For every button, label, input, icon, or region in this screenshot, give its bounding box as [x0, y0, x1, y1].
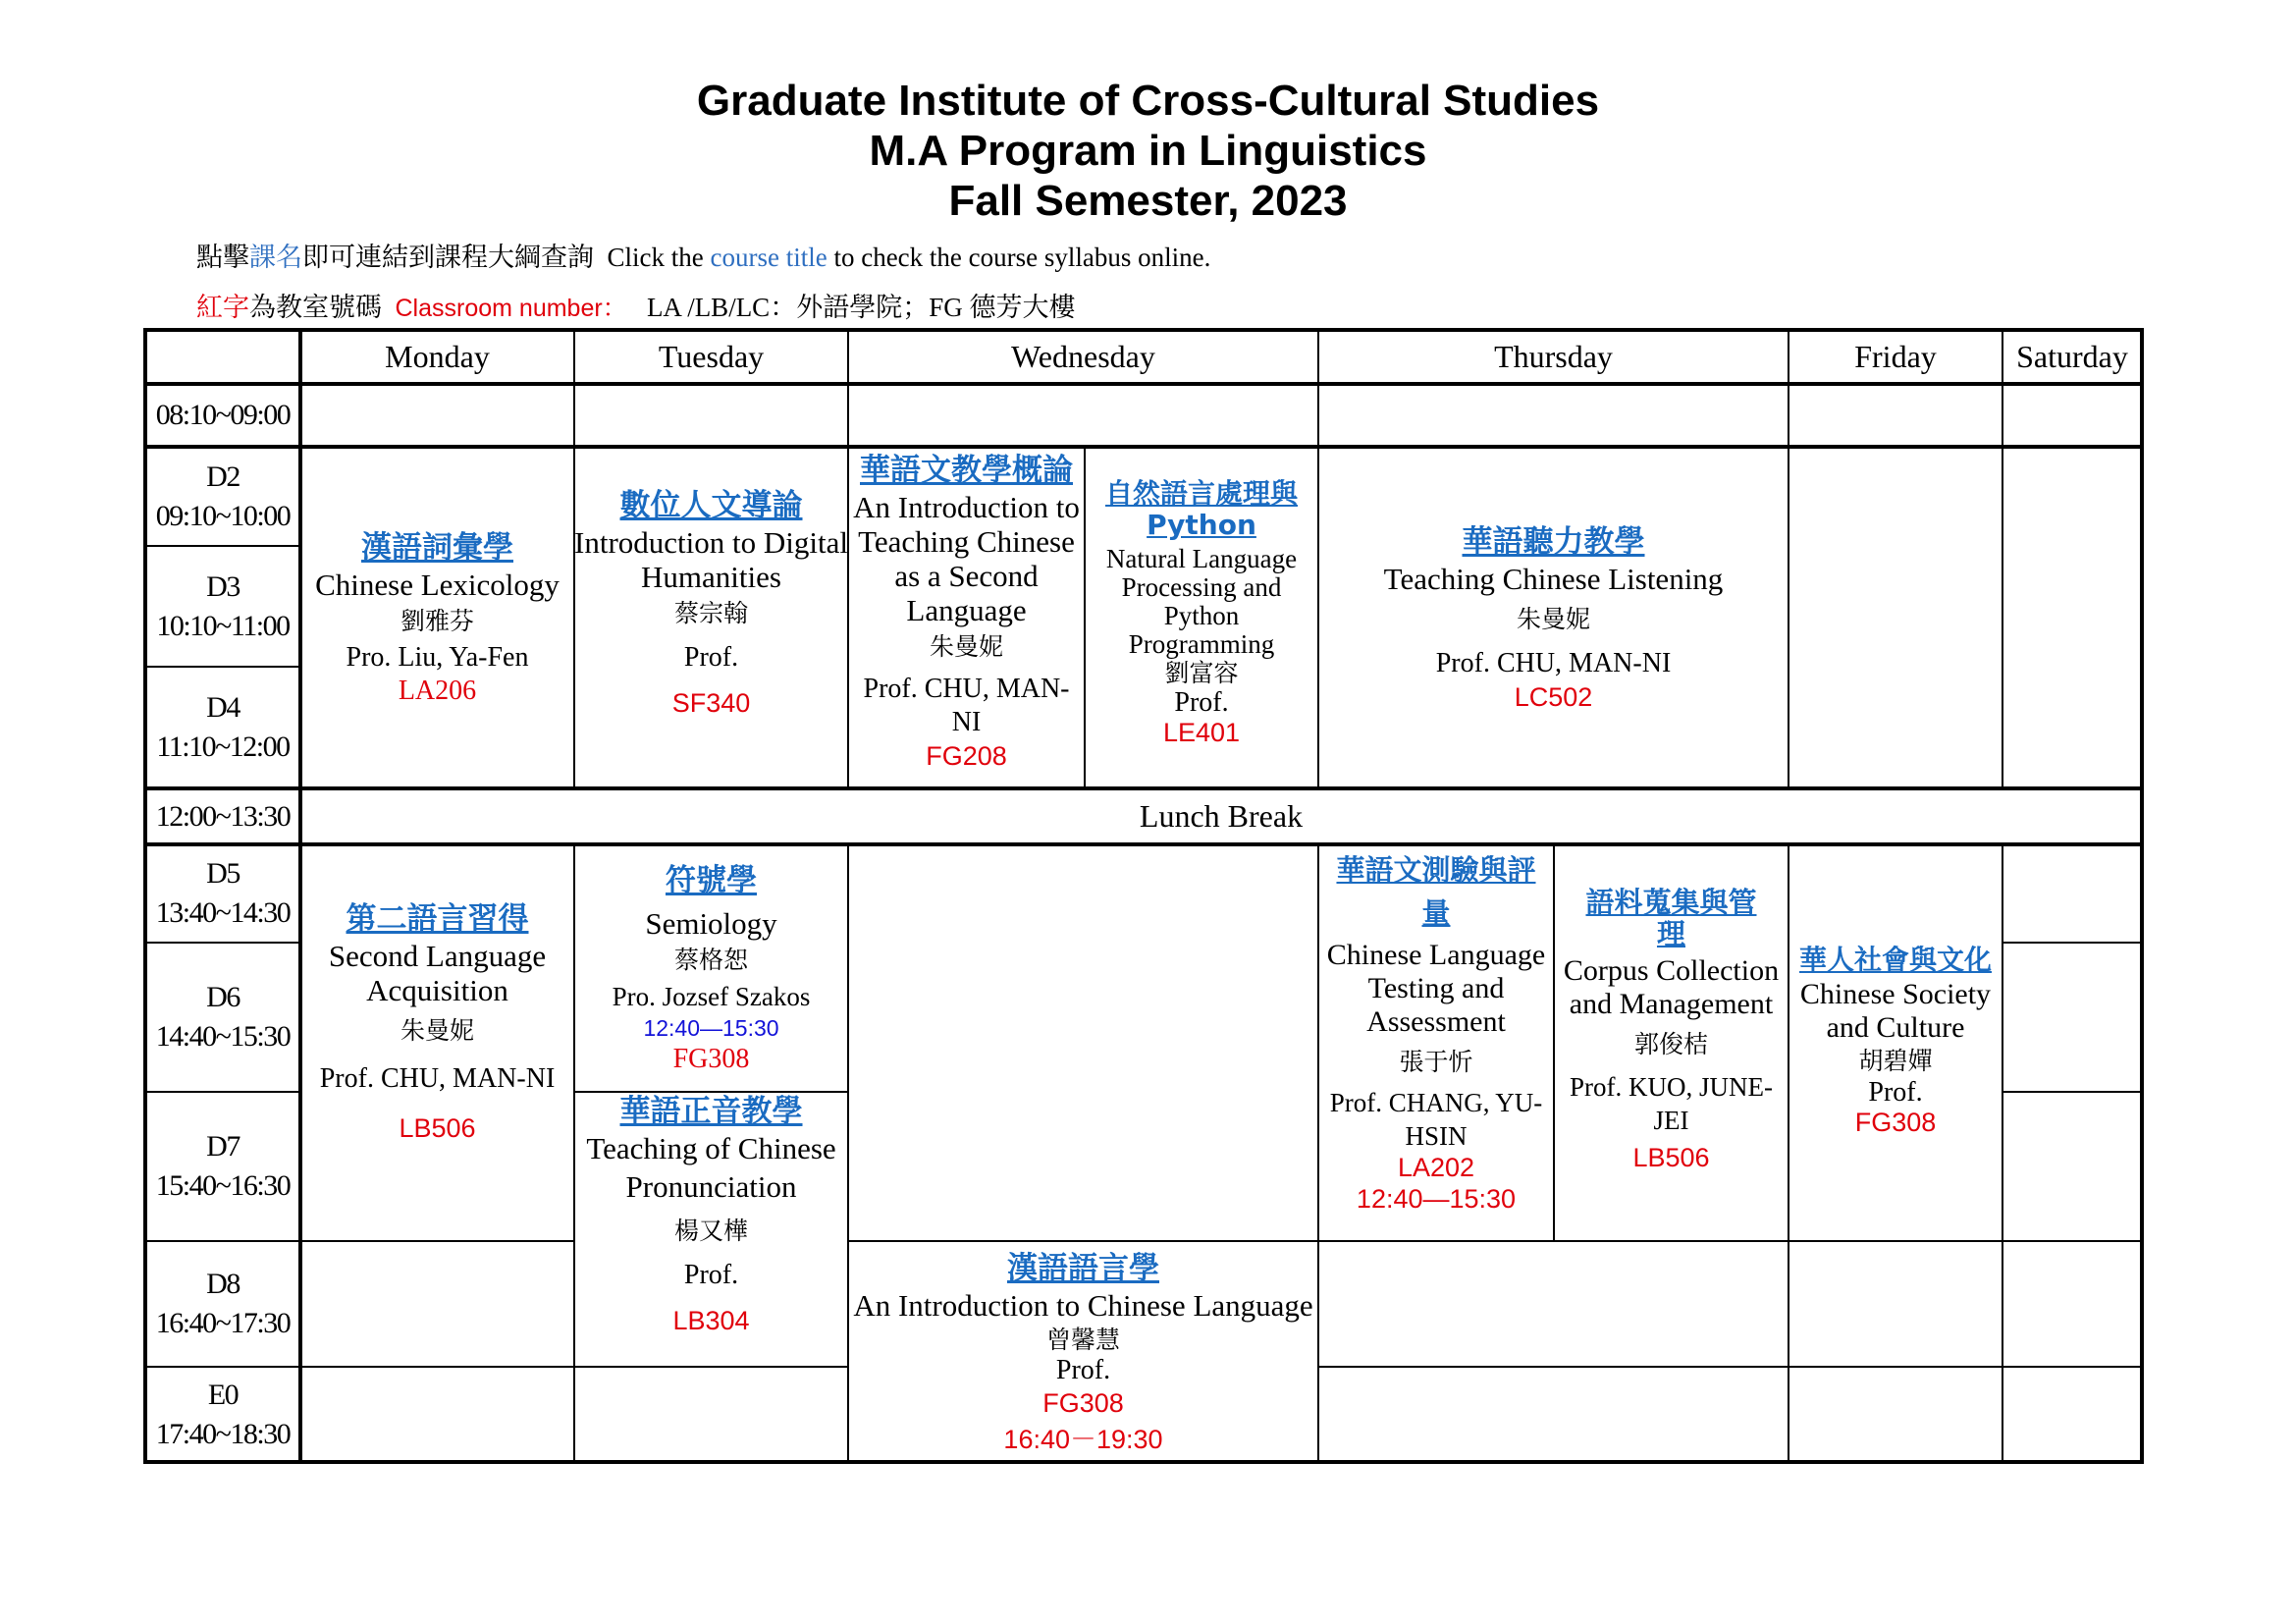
course-name-en: Acquisition: [366, 973, 508, 1007]
course-name-en: Teaching of Chinese: [586, 1131, 836, 1165]
period-time: 15:40~16:30: [155, 1169, 291, 1202]
classroom: FG308: [1042, 1388, 1124, 1418]
period-time: 08:10~09:00: [155, 399, 291, 431]
course-title-link[interactable]: 華語聽力教學: [1462, 523, 1645, 560]
course-title-link[interactable]: 華語文教學概論: [860, 453, 1073, 488]
course-wednesday-am-2: [1085, 447, 1318, 788]
course-tuesday-am: [574, 447, 848, 788]
teacher-name: 蔡宗翰: [673, 599, 748, 627]
period-time: 16:40~17:30: [155, 1307, 291, 1339]
classroom: LE401: [1162, 718, 1241, 747]
course-title-link[interactable]: Python: [1147, 509, 1256, 541]
professor: Pro. Jozsef Szakos: [612, 981, 811, 1011]
professor: Prof. CHU, MAN-: [863, 674, 1070, 704]
header-friday: Friday: [1854, 339, 1937, 374]
period-1: [145, 384, 300, 447]
professor: Prof. CHANG, YU-: [1329, 1088, 1543, 1117]
course-name-en: An Introduction to: [853, 490, 1080, 524]
professor: Prof.: [683, 1260, 739, 1290]
professor: NI: [951, 707, 982, 737]
note-link-cn: 課名: [249, 243, 302, 272]
course-friday-pm: [1789, 844, 2002, 1241]
period-d8: [145, 1241, 300, 1367]
title-program: M.A Program in Linguistics: [869, 127, 1427, 175]
teacher-name: 郭俊桔: [1633, 1030, 1708, 1058]
course-title-link[interactable]: 數位人文導論: [619, 488, 803, 523]
course-name-en: Teaching Chinese Listening: [1383, 561, 1724, 596]
note-text: 點擊: [196, 243, 249, 272]
course-title-link[interactable]: 漢語語言學: [1007, 1251, 1159, 1286]
period-time: 09:10~10:00: [155, 499, 291, 532]
course-name-en: Chinese Language: [1326, 939, 1546, 971]
course-name-en: Programming: [1128, 629, 1275, 659]
note-link-en: course title: [710, 243, 828, 272]
course-title-link[interactable]: 語料蒐集與管: [1585, 886, 1757, 919]
period-d7: [145, 1092, 300, 1241]
course-name-en: Assessment: [1366, 1005, 1506, 1038]
course-name-en: An Introduction to Chinese Language: [853, 1288, 1313, 1323]
period-label: D2: [206, 460, 240, 493]
period-time: 10:10~11:00: [156, 609, 290, 642]
course-title-link[interactable]: 華人社會與文化: [1798, 944, 1992, 976]
course-title-link[interactable]: 華語正音教學: [619, 1094, 803, 1129]
note-text: 為教室號碼: [249, 293, 382, 322]
period-time: 11:10~12:00: [156, 731, 290, 763]
note-red-cn: 紅字: [196, 293, 249, 322]
classroom: LC502: [1514, 681, 1593, 712]
period-time: 12:00~13:30: [155, 799, 291, 833]
course-thursday-am: [1318, 447, 1789, 788]
course-title-link[interactable]: 理: [1656, 917, 1685, 950]
course-title-link[interactable]: 華語文測驗與評: [1336, 853, 1536, 887]
course-name-en: and Culture: [1826, 1011, 1965, 1044]
period-label: D4: [206, 691, 240, 724]
classroom: SF340: [671, 688, 751, 718]
course-name-en: Semiology: [645, 905, 777, 941]
course-name-en: Introduction to Digital: [574, 525, 848, 560]
period-d5: [145, 844, 300, 943]
course-title-link[interactable]: 符號學: [666, 862, 757, 898]
classroom: FG308: [672, 1043, 750, 1074]
teacher-name: 朱曼妮: [1516, 604, 1590, 633]
period-label: E0: [207, 1378, 239, 1411]
note-text: Click the: [607, 243, 704, 272]
header-thursday: Thursday: [1494, 339, 1613, 374]
teacher-name: 張于忻: [1399, 1048, 1473, 1076]
course-name-en: Pronunciation: [625, 1169, 797, 1204]
professor: Prof.: [1055, 1355, 1111, 1385]
period-time: 17:40~18:30: [155, 1417, 291, 1450]
period-label: D3: [206, 569, 240, 603]
course-time: 16:40－19:30: [1003, 1425, 1163, 1454]
course-name-en: and Management: [1569, 988, 1774, 1020]
professor: Prof. CHU, MAN-NI: [1435, 647, 1672, 678]
period-d4: [145, 667, 300, 788]
period-d2: [145, 447, 300, 546]
course-tuesday-pm-1: [574, 844, 848, 1092]
period-time: 14:40~15:30: [155, 1020, 291, 1053]
course-wednesday-am-1: [848, 447, 1085, 788]
teacher-name: 蔡格恕: [673, 945, 748, 974]
course-time: 12:40—15:30: [643, 1014, 779, 1041]
course-name-en: Testing and: [1367, 972, 1505, 1004]
course-name-en: Teaching Chinese: [858, 524, 1075, 559]
course-name-en: Language: [906, 593, 1027, 627]
course-name-en: Chinese Society: [1799, 978, 1992, 1010]
course-name-en: Chinese Lexicology: [315, 567, 560, 602]
teacher-name: 楊又樺: [673, 1217, 748, 1245]
period-label: D5: [206, 857, 240, 890]
teacher-name: 朱曼妮: [400, 1016, 474, 1045]
professor: Prof.: [683, 642, 739, 673]
period-noon: [145, 788, 300, 844]
course-name-en: Python: [1163, 601, 1240, 630]
lunch-break: Lunch Break: [1139, 798, 1304, 834]
course-name-en: Humanities: [641, 560, 781, 594]
course-wednesday-evening: [848, 1241, 1318, 1462]
header-monday: Monday: [385, 339, 490, 374]
teacher-name: 朱曼妮: [929, 632, 1003, 661]
period-time: 13:40~14:30: [155, 896, 291, 929]
professor: JEI: [1653, 1106, 1689, 1135]
note-text: LA /LB/LC：外語學院；FG 德芳大樓: [646, 293, 1076, 322]
note-text: 即可連結到課程大綱查詢: [302, 243, 594, 272]
course-monday-pm: [300, 844, 574, 1241]
course-thursday-pm-2: [1554, 844, 1789, 1241]
header-saturday: Saturday: [2016, 339, 2128, 374]
note-red-en: Classroom number：: [395, 295, 627, 322]
period-label: D8: [206, 1268, 240, 1300]
course-title-link[interactable]: 自然語言處理與: [1104, 477, 1298, 510]
teacher-name: 胡碧嬋: [1858, 1047, 1933, 1075]
professor: Prof.: [1174, 687, 1229, 718]
teacher-name: 曾馨慧: [1045, 1326, 1120, 1354]
course-title-link[interactable]: 第二語言習得: [346, 901, 529, 937]
title-semester: Fall Semester, 2023: [948, 177, 1348, 225]
course-name-en: as a Second: [894, 559, 1039, 593]
header-tuesday: Tuesday: [658, 339, 765, 374]
teacher-name: 劉雅芬: [400, 606, 474, 635]
classroom: FG308: [1854, 1108, 1937, 1137]
course-thursday-pm-1: [1318, 844, 1554, 1241]
period-e0: [145, 1367, 300, 1462]
course-time: 12:40—15:30: [1356, 1184, 1517, 1214]
professor: Pro. Liu, Ya-Fen: [346, 641, 529, 673]
course-name-en: Processing and: [1121, 572, 1282, 602]
classroom: LB506: [399, 1113, 476, 1143]
classroom: FG208: [926, 741, 1007, 771]
course-title-link[interactable]: 量: [1421, 896, 1451, 930]
course-monday-am: [300, 447, 574, 788]
classroom: LA202: [1397, 1153, 1475, 1182]
classroom: LB506: [1632, 1143, 1710, 1172]
course-name-en: Corpus Collection: [1563, 954, 1780, 987]
classroom: LA206: [398, 675, 477, 706]
note-text: to check the course syllabus online.: [833, 243, 1211, 272]
course-title-link[interactable]: 漢語詞彙學: [361, 529, 513, 566]
header-wednesday: Wednesday: [1011, 339, 1155, 374]
classroom: LB304: [672, 1306, 750, 1335]
course-tuesday-pm-2: [574, 1092, 848, 1367]
period-d6: [145, 943, 300, 1092]
teacher-name: 劉富容: [1164, 659, 1239, 687]
period-label: D7: [206, 1130, 240, 1163]
professor: HSIN: [1405, 1121, 1468, 1151]
professor: Prof. KUO, JUNE-: [1570, 1072, 1773, 1102]
period-d3: [145, 546, 300, 667]
period-label: D6: [206, 981, 240, 1013]
professor: Prof. CHU, MAN-NI: [319, 1063, 556, 1094]
title-institute: Graduate Institute of Cross-Cultural Studies: [696, 77, 1600, 125]
course-name-en: Natural Language: [1105, 544, 1298, 573]
professor: Prof.: [1868, 1077, 1923, 1108]
course-name-en: Second Language: [328, 939, 547, 973]
